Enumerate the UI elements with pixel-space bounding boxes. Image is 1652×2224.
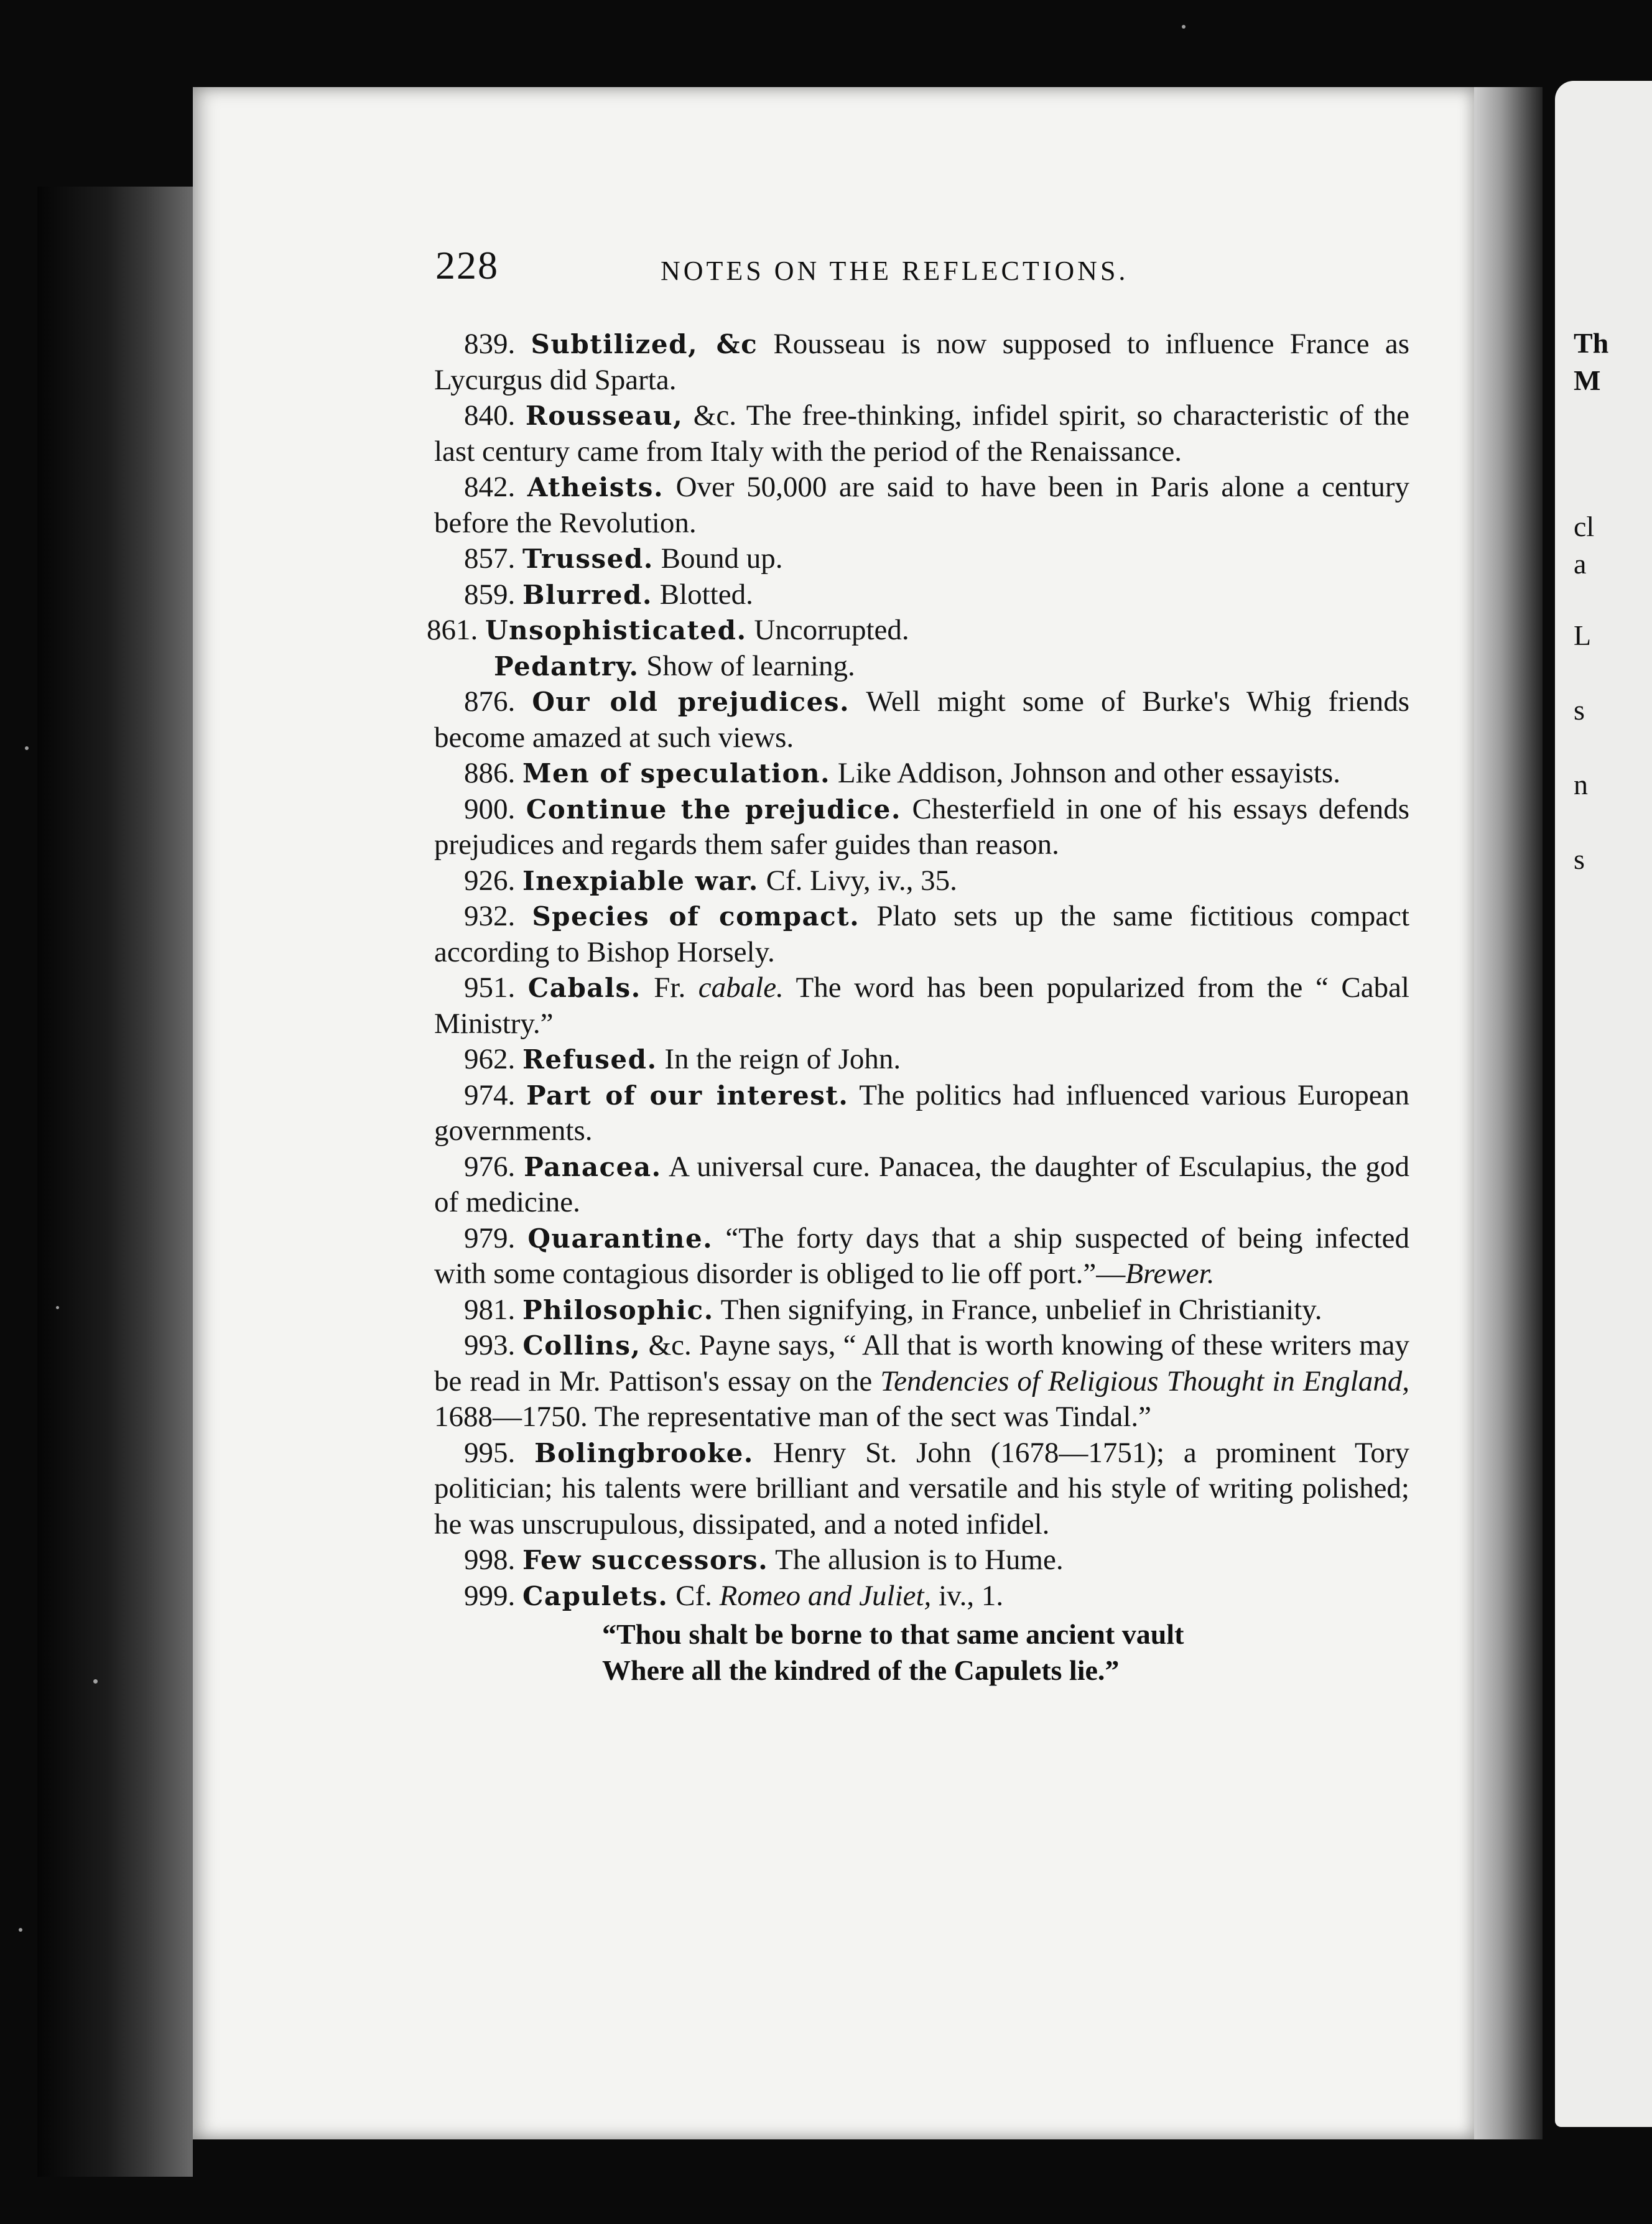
facing-page-fragment [1555,81,1652,2127]
note-text: Cf. [668,1579,720,1612]
note-entry [434,1435,1409,1543]
note-text: “The forty days that a ship suspected of being infected with some contagious disorder is obliged to lie off port.”— [434,1221,1409,1290]
note-entry [434,863,1409,899]
note-keyword: Men of speculation. [522,758,831,789]
note-line-number: 842. [464,471,527,503]
note-text: The allusion is to Hume. [768,1544,1064,1576]
note-keyword: Inexpiable war. [522,865,759,896]
note-entry [434,970,1409,1042]
note-text: Chesterfield in one of his essays defends prejudices and regards them safer guides than reason. [434,792,1409,861]
scan-speck [93,1679,98,1684]
note-line-number: 979. [464,1221,528,1254]
facing-page-text: n [1574,769,1588,800]
note-keyword: Collins, [522,1330,641,1361]
running-head-title: NOTES ON THE REFLECTIONS. [661,256,1129,286]
note-text: Like Addison, Johnson and other essayists. [830,757,1340,789]
note-keyword: Bolingbrooke. [534,1437,754,1468]
note-text: Then signifying, in France, unbelief in Christianity. [713,1293,1322,1326]
note-keyword: Refused. [522,1044,657,1075]
note-keyword: Subtilized, &c [531,329,758,359]
note-text: Over 50,000 are said to have been in Paris alone a century before the Revolution. [434,471,1410,539]
facing-page-text: M [1574,364,1601,396]
page-gutter [1474,87,1543,2139]
note-entry [434,1042,1409,1078]
note-entry [434,899,1409,970]
note-entry [434,1542,1409,1578]
scan-speck [56,1306,59,1309]
note-keyword: Rousseau, [525,401,684,431]
note-entry [434,1221,1409,1292]
note-line-number: 839. [464,328,531,360]
note-keyword: Capulets. [522,1580,669,1611]
note-line-number: 962. [464,1043,522,1075]
note-entry [434,577,1409,613]
note-text: Show of learning. [639,649,855,682]
note-entry [434,1149,1409,1221]
note-text: Rousseau is now supposed to influence France as Lycurgus did Sparta. [434,328,1409,396]
note-text: In the reign of John. [657,1043,901,1075]
note-text: Fr. [641,971,698,1004]
facing-page-text: Th [1574,327,1609,359]
note-line-number: 886. [464,757,522,789]
note-text: Blotted. [652,578,753,611]
note-entry [434,327,1409,398]
note-keyword: Trussed. [522,544,654,574]
note-line-number: 859. [464,578,522,611]
quote-line: “Thou shalt be borne to that same ancient vault [602,1618,1184,1650]
note-entry [434,756,1409,792]
page-number: 228 [435,243,499,287]
note-italic-text: Brewer. [1125,1258,1215,1290]
note-line-number: 976. [464,1150,524,1183]
quote-line: Where all the kindred of the Capulets lie.” [602,1654,1120,1686]
note-keyword: Unsophisticated. [485,615,747,646]
note-entry [427,613,1409,649]
note-keyword: Pedantry. [494,651,639,682]
note-keyword: Species of compact. [532,901,860,932]
note-line-number: 861. [427,614,485,646]
note-keyword: Cabals. [527,973,641,1003]
note-text-continued: 1688—1750. The representative man of the sect was Tindal.” [434,1401,1151,1433]
note-line-number: 900. [464,792,526,825]
note-entry [434,541,1409,577]
note-line-number: 998. [464,1544,522,1576]
note-text: The politics had influenced various European governments. [434,1078,1410,1147]
note-keyword: Few successors. [522,1545,769,1575]
note-keyword: Our old prejudices. [532,687,850,717]
note-entry [434,1078,1409,1149]
note-entry [434,1578,1409,1615]
facing-page-text: s [1574,843,1585,875]
note-text: &c. The free-thinking, infidel spirit, so characteristic of the last century came from Italy with the period of the Renaissance. [434,399,1409,468]
note-text: Cf. Livy, iv., 35. [758,864,957,897]
shakespeare-quote [602,1616,1409,1689]
note-italic-text: cabale. [698,971,784,1004]
note-entry [434,684,1409,756]
facing-page-text: s [1574,694,1585,726]
scan-speck [19,1928,22,1932]
note-line-number: 993. [464,1329,523,1361]
note-line-number: 951. [464,971,528,1004]
note-entry [434,792,1409,863]
note-line-number: 932. [464,900,532,932]
note-line-number: 995. [464,1436,535,1469]
note-keyword: Philosophic. [522,1294,714,1325]
note-line-number: 999. [464,1579,522,1612]
note-keyword: Panacea. [524,1151,662,1182]
note-line-number: 926. [464,864,522,897]
note-text: Uncorrupted. [746,614,909,646]
note-entry [434,470,1409,541]
note-keyword: Quarantine. [527,1223,713,1254]
note-entry [434,1328,1409,1435]
note-text-continued: iv., 1. [931,1579,1004,1612]
note-line-number: 981. [464,1293,522,1326]
book-spine-shadow [37,187,193,2177]
facing-page-text: a [1574,548,1587,580]
note-entry [434,1292,1409,1328]
note-entry [434,649,1409,685]
note-line-number: 876. [464,685,532,718]
note-text: Well might some of Burke's Whig friends become amazed at such views. [434,685,1409,754]
note-text-continued: The word has been popularized from the “ Cabal Ministry.” [434,971,1409,1040]
note-keyword: Continue the prejudice. [526,794,902,825]
facing-page-text: cl [1574,511,1595,542]
note-text: A universal cure. Panacea, the daughter of Esculapius, the god of medicine. [434,1150,1410,1218]
note-text: Henry St. John (1678—1751); a prominent Tory politician; his talents were brilliant and versatile and his style of writing polished; he was unscrupulous, dissipated, and a noted infidel. [434,1436,1409,1541]
notes-body [427,327,1410,1689]
scan-speck [25,746,29,750]
scan-speck [1182,25,1186,29]
note-entry [434,398,1409,470]
note-keyword: Blurred. [522,579,652,610]
note-italic-text: Romeo and Juliet, [719,1579,932,1612]
note-text: &c. Payne says, “ All that is worth knowing of these writers may be read in Mr. Pattison's essay on the [434,1329,1409,1397]
note-italic-text: Tendencies of Religious Thought in England, [880,1365,1409,1397]
note-line-number: 974. [464,1078,526,1111]
facing-page-text: L [1574,619,1592,651]
note-text: Bound up. [653,542,783,575]
note-text: Plato sets up the same fictitious compact according to Bishop Horsely. [434,900,1410,968]
note-keyword: Part of our interest. [526,1080,849,1111]
note-keyword: Atheists. [527,472,664,503]
note-line-number: 857. [464,542,522,575]
note-line-number: 840. [464,399,526,432]
